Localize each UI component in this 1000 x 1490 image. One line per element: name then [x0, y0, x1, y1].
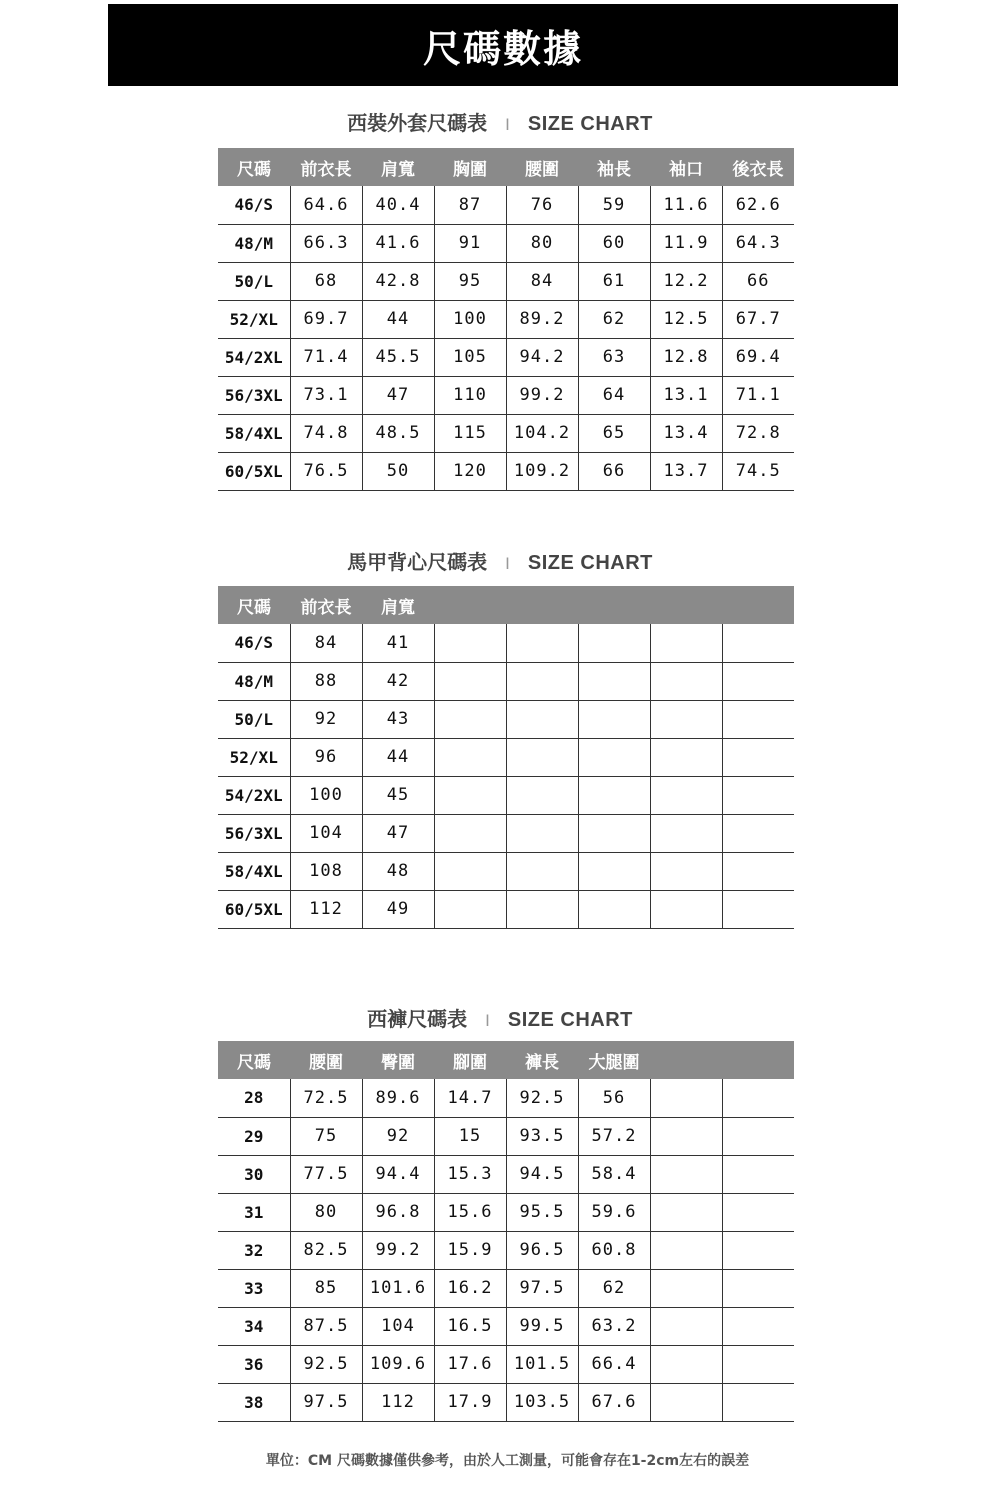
measurement-cell: [722, 1345, 794, 1383]
measurement-cell: [722, 1231, 794, 1269]
pants-section-title: [0, 1003, 1000, 1032]
size-label-cell: 33: [218, 1269, 290, 1307]
measurement-cell: [434, 624, 506, 662]
jacket-section-title: [0, 107, 1000, 136]
measurement-cell: 74.8: [290, 414, 362, 452]
measurement-cell: 94.5: [506, 1155, 578, 1193]
measurement-cell: 12.8: [650, 338, 722, 376]
measurement-cell: 84: [290, 624, 362, 662]
measurement-cell: 104: [290, 814, 362, 852]
measurement-cell: [578, 852, 650, 890]
measurement-cell: 110: [434, 376, 506, 414]
measurement-cell: [722, 1307, 794, 1345]
pants-title-zh: 西褲尺碼表: [367, 1007, 468, 1031]
measurement-cell: [434, 852, 506, 890]
size-label-cell: 30: [218, 1155, 290, 1193]
measurement-cell: 41.6: [362, 224, 434, 262]
measurement-cell: 115: [434, 414, 506, 452]
measurement-cell: 67.6: [578, 1383, 650, 1421]
measurement-cell: 43: [362, 700, 434, 738]
column-header: 大腿圍: [588, 1052, 640, 1073]
column-header: 褲長: [525, 1052, 559, 1073]
size-label-cell: 34: [218, 1307, 290, 1345]
measurement-cell: [722, 700, 794, 738]
measurement-cell: [650, 1307, 722, 1345]
measurement-cell: 101.5: [506, 1345, 578, 1383]
size-label-cell: 38: [218, 1383, 290, 1421]
table-row: [218, 414, 794, 452]
size-label-cell: 60/5XL: [218, 890, 290, 928]
measurement-cell: 71.4: [290, 338, 362, 376]
measurement-cell: 60: [578, 224, 650, 262]
size-label-cell: 36: [218, 1345, 290, 1383]
table-row: [218, 224, 794, 262]
measurement-cell: 87.5: [290, 1307, 362, 1345]
measurement-cell: 120: [434, 452, 506, 490]
measurement-cell: 80: [290, 1193, 362, 1231]
measurement-cell: [506, 814, 578, 852]
measurement-cell: 104.2: [506, 414, 578, 452]
measurement-cell: [650, 1231, 722, 1269]
measurement-cell: 15: [434, 1117, 506, 1155]
table-row: [218, 338, 794, 376]
measurement-cell: 63.2: [578, 1307, 650, 1345]
measurement-cell: 96.5: [506, 1231, 578, 1269]
measurement-cell: [434, 662, 506, 700]
size-label-cell: 54/2XL: [218, 338, 290, 376]
column-header: [650, 586, 722, 624]
measurement-cell: 73.1: [290, 376, 362, 414]
measurement-cell: [650, 1345, 722, 1383]
measurement-cell: 96: [290, 738, 362, 776]
measurement-cell: 63: [578, 338, 650, 376]
measurement-cell: 66: [578, 452, 650, 490]
size-label-cell: 60/5XL: [218, 452, 290, 490]
measurement-cell: 62.6: [722, 186, 794, 224]
measurement-cell: 16.5: [434, 1307, 506, 1345]
column-header: [578, 586, 650, 624]
column-header: 袖口: [669, 159, 703, 180]
measurement-cell: [722, 814, 794, 852]
table-row: [218, 852, 794, 890]
size-label-cell: 50/L: [218, 262, 290, 300]
column-header: [722, 1041, 794, 1079]
measurement-cell: 61: [578, 262, 650, 300]
measurement-cell: 64: [578, 376, 650, 414]
measurement-cell: [722, 852, 794, 890]
measurement-cell: 50: [362, 452, 434, 490]
measurement-cell: 92.5: [290, 1345, 362, 1383]
measurement-cell: [650, 624, 722, 662]
measurement-cell: 17.6: [434, 1345, 506, 1383]
column-header: 後衣長: [732, 159, 784, 180]
measurement-cell: [650, 1117, 722, 1155]
measurement-cell: [722, 1383, 794, 1421]
measurement-cell: 95: [434, 262, 506, 300]
jacket-title-en: SIZE CHART: [527, 113, 653, 135]
column-header: 肩寬: [381, 597, 415, 618]
table-row: [218, 1231, 794, 1269]
measurement-cell: [722, 624, 794, 662]
measurement-cell: 15.3: [434, 1155, 506, 1193]
table-row: [218, 1155, 794, 1193]
measurement-cell: 44: [362, 738, 434, 776]
pants-title-en: SIZE CHART: [507, 1009, 633, 1031]
measurement-cell: 88: [290, 662, 362, 700]
measurement-cell: [434, 776, 506, 814]
measurement-cell: [578, 890, 650, 928]
measurement-cell: 97.5: [290, 1383, 362, 1421]
measurement-cell: 40.4: [362, 186, 434, 224]
table-row: [218, 1117, 794, 1155]
measurement-cell: 11.9: [650, 224, 722, 262]
measurement-cell: 64.3: [722, 224, 794, 262]
measurement-cell: 87: [434, 186, 506, 224]
table-row: [218, 376, 794, 414]
measurement-cell: [578, 662, 650, 700]
size-label-cell: 46/S: [218, 186, 290, 224]
measurement-cell: 105: [434, 338, 506, 376]
measurement-cell: 13.1: [650, 376, 722, 414]
column-header: 腰圍: [309, 1052, 343, 1073]
measurement-cell: [650, 814, 722, 852]
measurement-cell: 45: [362, 776, 434, 814]
column-header: 腰圍: [525, 159, 559, 180]
measurement-cell: [506, 738, 578, 776]
size-label-cell: 46/S: [218, 624, 290, 662]
measurement-cell: [650, 852, 722, 890]
measurement-cell: [650, 662, 722, 700]
measurement-cell: [722, 776, 794, 814]
measurement-cell: [722, 738, 794, 776]
measurement-cell: 47: [362, 814, 434, 852]
measurement-cell: [650, 1079, 722, 1117]
measurement-cell: 103.5: [506, 1383, 578, 1421]
measurement-cell: [722, 890, 794, 928]
measurement-cell: [650, 700, 722, 738]
measurement-cell: 42: [362, 662, 434, 700]
measurement-cell: 62: [578, 1269, 650, 1307]
measurement-cell: [434, 814, 506, 852]
measurement-cell: [506, 624, 578, 662]
measurement-cell: [506, 662, 578, 700]
size-label-cell: 56/3XL: [218, 814, 290, 852]
measurement-cell: 69.4: [722, 338, 794, 376]
measurement-cell: [650, 1155, 722, 1193]
measurement-cell: [650, 1193, 722, 1231]
measurement-cell: 101.6: [362, 1269, 434, 1307]
vest-section-title: [0, 546, 1000, 575]
table-header-row: [218, 1041, 794, 1079]
column-header: 尺碼: [237, 597, 271, 618]
measurement-cell: 66.3: [290, 224, 362, 262]
measurement-cell: 13.4: [650, 414, 722, 452]
table-row: [218, 262, 794, 300]
column-header: 尺碼: [237, 1052, 271, 1073]
measurement-cell: 60.8: [578, 1231, 650, 1269]
measurement-cell: 96.8: [362, 1193, 434, 1231]
measurement-cell: [578, 814, 650, 852]
table-row: [218, 1079, 794, 1117]
measurement-cell: 92.5: [506, 1079, 578, 1117]
vest-size-table: [218, 586, 794, 929]
measurement-cell: 66.4: [578, 1345, 650, 1383]
measurement-cell: 89.6: [362, 1079, 434, 1117]
column-header: 尺碼: [237, 159, 271, 180]
measurement-cell: 13.7: [650, 452, 722, 490]
measurement-cell: 48.5: [362, 414, 434, 452]
measurement-cell: 100: [290, 776, 362, 814]
measurement-cell: [434, 738, 506, 776]
measurement-cell: 72.8: [722, 414, 794, 452]
size-label-cell: 50/L: [218, 700, 290, 738]
vest-title-en: SIZE CHART: [527, 552, 653, 574]
footnote: 單位：CM 尺碼數據僅供參考，由於人工測量，可能會存在1-2cm左右的誤差: [265, 1453, 750, 1469]
measurement-cell: 67.7: [722, 300, 794, 338]
measurement-cell: 108: [290, 852, 362, 890]
measurement-cell: 44: [362, 300, 434, 338]
measurement-cell: 109.2: [506, 452, 578, 490]
jacket-title-zh: 西裝外套尺碼表: [347, 111, 488, 135]
vest-title-separator: I: [505, 554, 510, 573]
measurement-cell: 92: [290, 700, 362, 738]
measurement-cell: 109.6: [362, 1345, 434, 1383]
measurement-cell: 17.9: [434, 1383, 506, 1421]
table-header-row: [218, 148, 794, 186]
jacket-title-separator: I: [505, 115, 510, 134]
measurement-cell: 100: [434, 300, 506, 338]
measurement-cell: 99.2: [506, 376, 578, 414]
table-row: [218, 890, 794, 928]
measurement-cell: [506, 852, 578, 890]
measurement-cell: [650, 1383, 722, 1421]
measurement-cell: 104: [362, 1307, 434, 1345]
measurement-cell: [722, 1269, 794, 1307]
measurement-cell: [722, 1193, 794, 1231]
measurement-cell: 89.2: [506, 300, 578, 338]
table-row: [218, 1383, 794, 1421]
column-header: [722, 586, 794, 624]
measurement-cell: 112: [290, 890, 362, 928]
measurement-cell: 71.1: [722, 376, 794, 414]
measurement-cell: 59.6: [578, 1193, 650, 1231]
measurement-cell: [650, 1269, 722, 1307]
measurement-cell: 58.4: [578, 1155, 650, 1193]
pants-size-table: [218, 1041, 794, 1422]
pants-title-separator: I: [485, 1011, 490, 1030]
page-title: 尺碼數據: [422, 26, 583, 71]
measurement-cell: [722, 1155, 794, 1193]
table-row: [218, 452, 794, 490]
measurement-cell: [578, 624, 650, 662]
table-row: [218, 1307, 794, 1345]
measurement-cell: 76.5: [290, 452, 362, 490]
measurement-cell: 75: [290, 1117, 362, 1155]
measurement-cell: 68: [290, 262, 362, 300]
measurement-cell: [650, 776, 722, 814]
measurement-cell: 94.4: [362, 1155, 434, 1193]
column-header: 前衣長: [300, 597, 352, 618]
measurement-cell: 80: [506, 224, 578, 262]
table-row: [218, 186, 794, 224]
measurement-cell: 66: [722, 262, 794, 300]
measurement-cell: 49: [362, 890, 434, 928]
column-header: 肩寬: [381, 159, 415, 180]
measurement-cell: 97.5: [506, 1269, 578, 1307]
measurement-cell: 69.7: [290, 300, 362, 338]
vest-title-zh: 馬甲背心尺碼表: [347, 550, 488, 574]
column-header: 腳圍: [453, 1052, 487, 1073]
measurement-cell: 42.8: [362, 262, 434, 300]
measurement-cell: 64.6: [290, 186, 362, 224]
table-row: [218, 776, 794, 814]
table-row: [218, 738, 794, 776]
measurement-cell: 16.2: [434, 1269, 506, 1307]
measurement-cell: 84: [506, 262, 578, 300]
size-label-cell: 31: [218, 1193, 290, 1231]
measurement-cell: 45.5: [362, 338, 434, 376]
size-label-cell: 58/4XL: [218, 852, 290, 890]
measurement-cell: 11.6: [650, 186, 722, 224]
measurement-cell: [434, 700, 506, 738]
measurement-cell: 92: [362, 1117, 434, 1155]
table-row: [218, 700, 794, 738]
table-row: [218, 300, 794, 338]
column-header: 前衣長: [300, 159, 352, 180]
table-row: [218, 814, 794, 852]
measurement-cell: [506, 890, 578, 928]
measurement-cell: 65: [578, 414, 650, 452]
column-header: [650, 1041, 722, 1079]
measurement-cell: 12.2: [650, 262, 722, 300]
size-label-cell: 54/2XL: [218, 776, 290, 814]
measurement-cell: 99.5: [506, 1307, 578, 1345]
size-label-cell: 48/M: [218, 662, 290, 700]
measurement-cell: [506, 776, 578, 814]
size-label-cell: 52/XL: [218, 738, 290, 776]
measurement-cell: [578, 776, 650, 814]
measurement-cell: 48: [362, 852, 434, 890]
measurement-cell: [650, 890, 722, 928]
table-row: [218, 1345, 794, 1383]
measurement-cell: 99.2: [362, 1231, 434, 1269]
measurement-cell: 14.7: [434, 1079, 506, 1117]
measurement-cell: 12.5: [650, 300, 722, 338]
column-header: 袖長: [597, 159, 631, 180]
measurement-cell: [506, 700, 578, 738]
measurement-cell: 59: [578, 186, 650, 224]
measurement-cell: 15.6: [434, 1193, 506, 1231]
size-label-cell: 56/3XL: [218, 376, 290, 414]
column-header: [434, 586, 506, 624]
measurement-cell: 57.2: [578, 1117, 650, 1155]
measurement-cell: 47: [362, 376, 434, 414]
measurement-cell: 91: [434, 224, 506, 262]
column-header: 臀圍: [381, 1052, 415, 1073]
measurement-cell: 72.5: [290, 1079, 362, 1117]
measurement-cell: 56: [578, 1079, 650, 1117]
table-header-row: [218, 586, 794, 624]
table-row: [218, 662, 794, 700]
measurement-cell: [650, 738, 722, 776]
measurement-cell: [722, 1117, 794, 1155]
header-banner: [108, 4, 898, 86]
column-header: 胸圍: [453, 159, 487, 180]
size-label-cell: 28: [218, 1079, 290, 1117]
size-label-cell: 48/M: [218, 224, 290, 262]
measurement-cell: [578, 738, 650, 776]
measurement-cell: 41: [362, 624, 434, 662]
size-label-cell: 58/4XL: [218, 414, 290, 452]
measurement-cell: [722, 662, 794, 700]
measurement-cell: [578, 700, 650, 738]
measurement-cell: 15.9: [434, 1231, 506, 1269]
measurement-cell: 77.5: [290, 1155, 362, 1193]
measurement-cell: 95.5: [506, 1193, 578, 1231]
measurement-cell: 112: [362, 1383, 434, 1421]
measurement-cell: 93.5: [506, 1117, 578, 1155]
table-row: [218, 624, 794, 662]
measurement-cell: 94.2: [506, 338, 578, 376]
measurement-cell: 62: [578, 300, 650, 338]
size-label-cell: 29: [218, 1117, 290, 1155]
size-label-cell: 32: [218, 1231, 290, 1269]
measurement-cell: 74.5: [722, 452, 794, 490]
measurement-cell: 82.5: [290, 1231, 362, 1269]
measurement-cell: [434, 890, 506, 928]
measurement-cell: [722, 1079, 794, 1117]
size-label-cell: 52/XL: [218, 300, 290, 338]
table-row: [218, 1269, 794, 1307]
measurement-cell: 76: [506, 186, 578, 224]
column-header: [506, 586, 578, 624]
jacket-size-table: [218, 148, 794, 491]
measurement-cell: 85: [290, 1269, 362, 1307]
table-row: [218, 1193, 794, 1231]
